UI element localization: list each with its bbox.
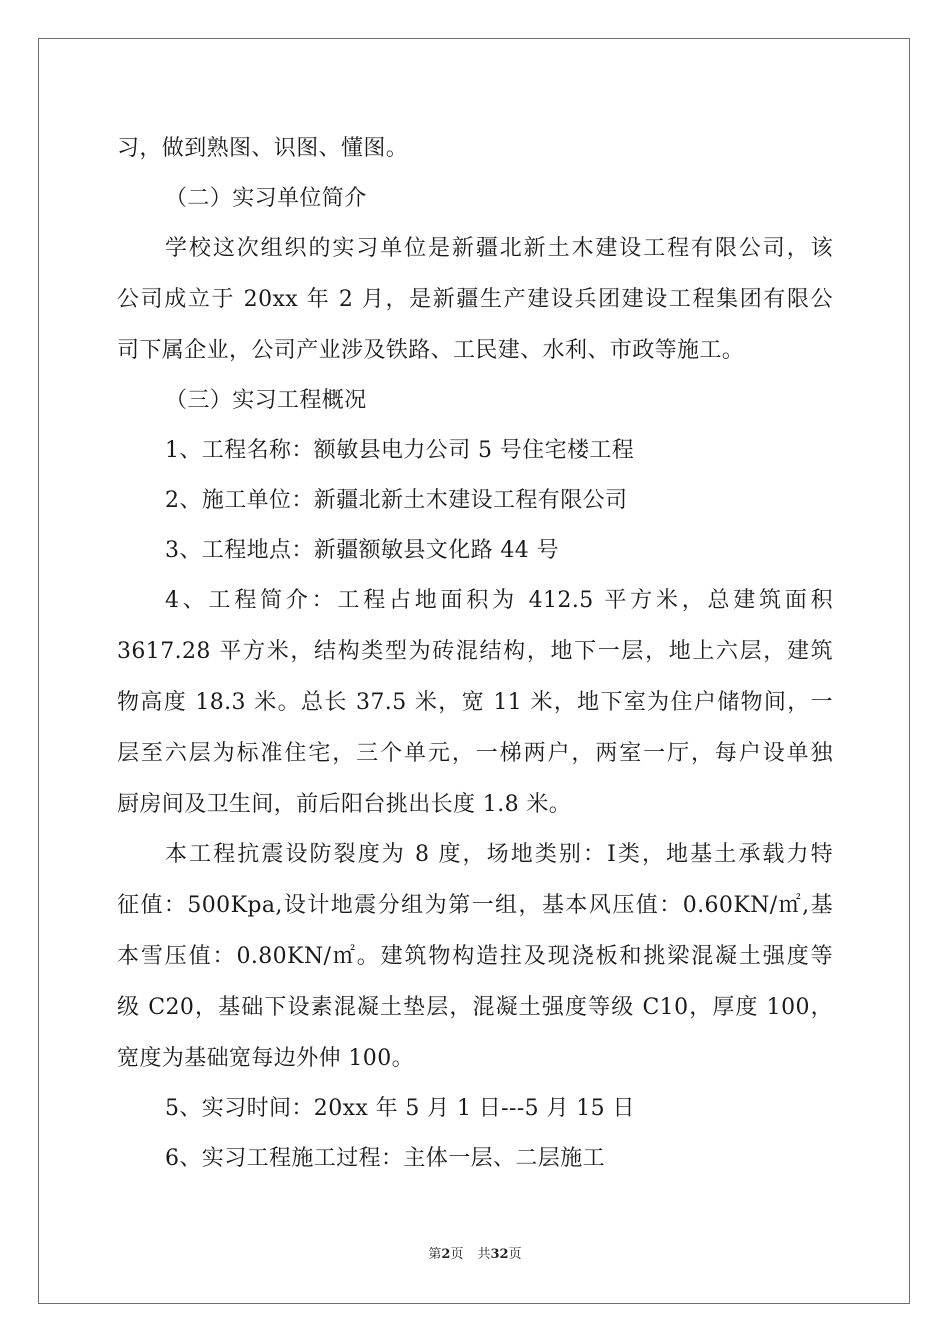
page-label-prefix: 第: [428, 1247, 442, 1262]
text-line: 司下属企业，公司产业涉及铁路、工民建、水利、市政等施工。: [117, 338, 745, 363]
text-line: 级 C20，基础下设素混凝土垫层，混凝土强度等级 C10，厚度 100，: [117, 995, 833, 1020]
section-heading: （二）实习单位简介: [165, 186, 367, 211]
total-label-suffix: 页: [508, 1247, 522, 1262]
text-line: 宽度为基础宽每边外伸 100。: [117, 1046, 414, 1071]
text-line: 本雪压值：0.80KN/㎡。建筑物构造拄及现浇板和挑梁混凝土强度等: [117, 944, 833, 969]
text-line: 4、工程简介：工程占地面积为 412.5 平方米，总建筑面积: [165, 588, 833, 613]
text-line: 本工程抗震设防裂度为 8 度，场地类别：Ⅰ类，地基土承载力特: [165, 842, 833, 867]
text-line: 1、工程名称：额敏县电力公司 5 号住宅楼工程: [165, 438, 635, 463]
text-line: 5、实习时间：20xx 年 5 月 1 日---5 月 15 日: [165, 1096, 635, 1121]
text-line: 征值：500Kpa,设计地震分组为第一组，基本风压值：0.60KN/㎡,基: [117, 893, 833, 918]
page-footer: [0, 1246, 950, 1264]
total-label-prefix: 共: [477, 1247, 491, 1262]
page-label-suffix: 页: [450, 1247, 464, 1262]
text-line: 3、工程地点：新疆额敏县文化路 44 号: [165, 538, 559, 563]
text-line: 2、施工单位：新疆北新土木建设工程有限公司: [165, 488, 628, 513]
section-heading: （三）实习工程概况: [165, 388, 367, 413]
text-line: 6、实习工程施工过程：主体一层、二层施工: [165, 1146, 605, 1171]
text-line: 学校这次组织的实习单位是新疆北新土木建设工程有限公司，该: [165, 236, 833, 261]
text-line: 公司成立于 20xx 年 2 月，是新疆生产建设兵团建设工程集团有限公: [117, 287, 833, 312]
page-number: 2: [441, 1247, 451, 1262]
text-line: 习，做到熟图、识图、懂图。: [117, 136, 409, 161]
total-pages: 32: [490, 1247, 509, 1262]
text-line: 厨房间及卫生间，前后阳台挑出长度 1.8 米。: [117, 792, 572, 817]
text-line: 物高度 18.3 米。总长 37.5 米，宽 11 米，地下室为住户储物间，一: [117, 690, 833, 715]
text-line: 层至六层为标准住宅，三个单元，一梯两户，两室一厅，每户设单独: [117, 741, 833, 766]
text-line: 3617.28 平方米，结构类型为砖混结构，地下一层，地上六层，建筑: [117, 639, 833, 664]
